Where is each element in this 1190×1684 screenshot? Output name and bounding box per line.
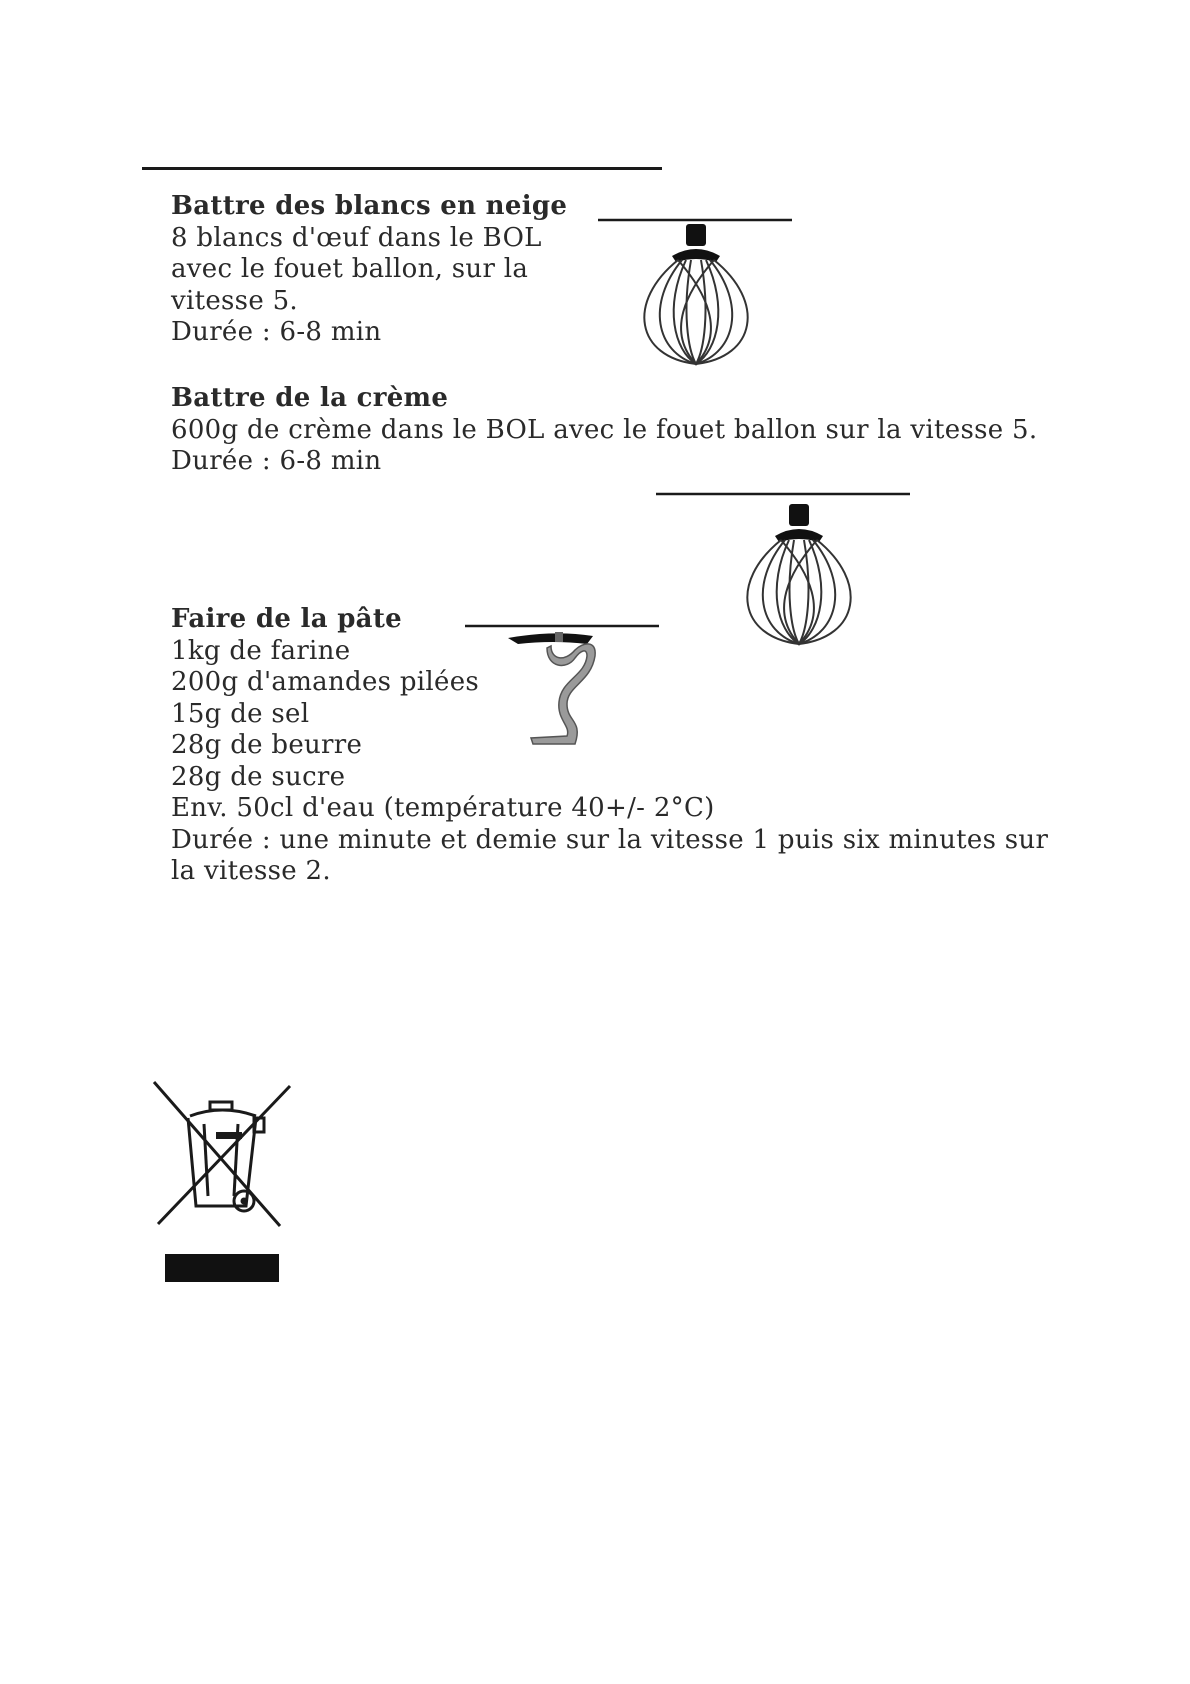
weee-bar	[165, 1254, 279, 1282]
section-line: Durée : 6-8 min	[171, 317, 382, 347]
section-title: Battre de la crème	[171, 383, 449, 413]
section-line: 8 blancs d'œuf dans le BOL	[171, 222, 542, 253]
section-line: Durée : une minute et demie sur la vitesse 1 puis six minutes sur	[171, 824, 1049, 855]
section-title: Faire de la pâte	[171, 604, 402, 634]
section-line: avec le fouet ballon, sur la	[171, 254, 529, 284]
section-line: 28g de beurre	[171, 730, 363, 760]
section-line: la vitesse 2.	[171, 856, 331, 886]
section-line: 1kg de farine	[171, 635, 351, 666]
section-line: Durée : 6-8 min	[171, 446, 382, 476]
section-line: 600g de crème dans le BOL avec le fouet ballon sur la vitesse 5.	[171, 414, 1038, 445]
section-line: 200g d'amandes pilées	[171, 667, 480, 697]
section-title: Battre des blancs en neige	[171, 191, 568, 221]
section-line: vitesse 5.	[171, 285, 298, 316]
section-cream	[171, 383, 1037, 478]
dough-hook-icon	[463, 620, 663, 760]
section-line: 15g de sel	[171, 698, 310, 729]
top-divider	[142, 167, 662, 170]
crossed-out-wheelie-bin-icon	[150, 1080, 296, 1230]
section-egg-whites	[171, 191, 567, 349]
balloon-whisk-icon	[596, 212, 796, 372]
section-line: 28g de sucre	[171, 761, 346, 792]
section-line: Env. 50cl d'eau (température 40+/- 2°C)	[171, 793, 715, 823]
